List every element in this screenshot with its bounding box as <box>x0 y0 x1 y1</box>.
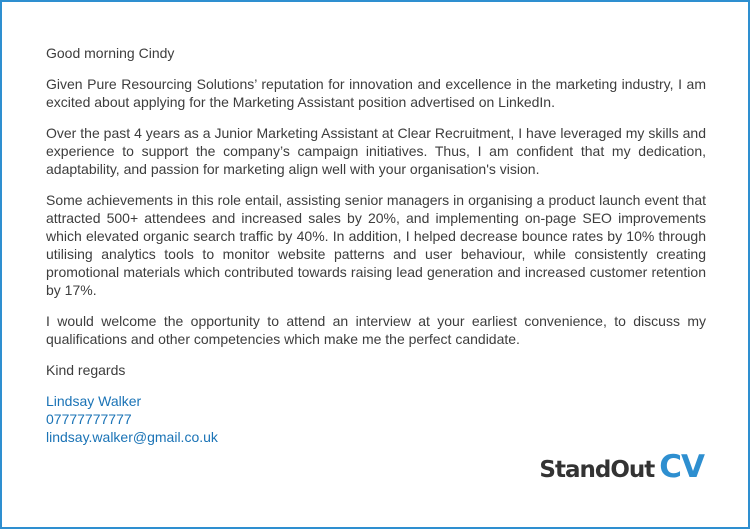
letter-body <box>46 44 706 446</box>
signature-block <box>46 392 706 446</box>
paragraph-closing: I would welcome the opportunity to attend an interview at your earliest convenience, to discuss my qualifications and other competencies which make me the perfect candidate. <box>46 313 706 347</box>
signature-phone: 07777777777 <box>46 411 132 427</box>
signature-name: Lindsay Walker <box>46 393 142 409</box>
paragraph-experience: Over the past 4 years as a Junior Marketing Assistant at Clear Recruitment, I have leveraged my skills and experience to support the company’s campaign initiatives. Thus, I am confident that my dedication, adaptability, and passion for marketing align well with your organisation's vision. <box>46 125 706 177</box>
standout-cv-logo <box>539 449 704 485</box>
logo-wordmark: StandOut <box>539 457 655 483</box>
signoff: Kind regards <box>46 362 126 378</box>
greeting: Good morning Cindy <box>46 45 175 61</box>
signature-email: lindsay.walker@gmail.co.uk <box>46 429 218 445</box>
paragraph-achievements: Some achievements in this role entail, assisting senior managers in organising a product launch event that attracted 500+ attendees and increased sales by 20%, and implementing on-page SEO improvements which elevated organic search traffic by 40%. In addition, I helped decrease bounce rates by 10% through utilising analytics tools to monitor website patterns and user behaviour, while consistently creating promotional materials which contributed towards raising lead generation and increased customer retention by 17%. <box>46 192 706 298</box>
logo-cv-mark: CV <box>659 449 704 485</box>
paragraph-intro: Given Pure Resourcing Solutions’ reputation for innovation and excellence in the marketing industry, I am excited about applying for the Marketing Assistant position advertised on LinkedIn. <box>46 76 706 110</box>
